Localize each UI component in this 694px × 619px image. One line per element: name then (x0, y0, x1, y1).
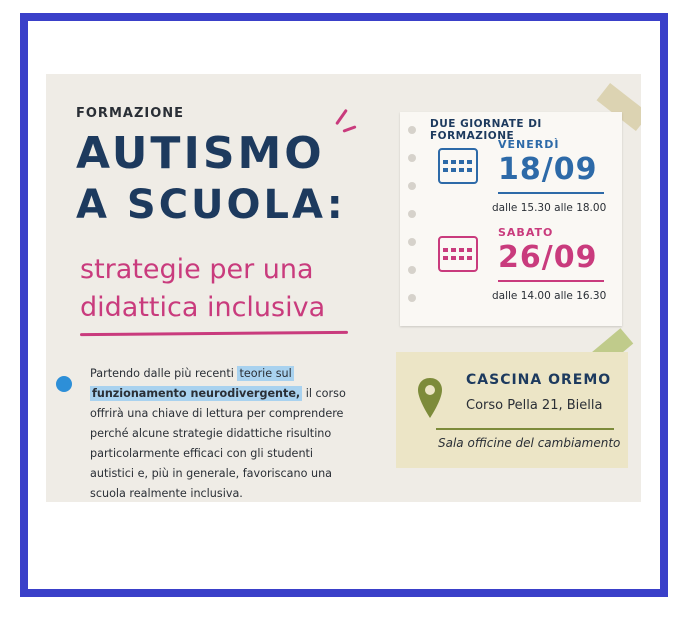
description-rest: il corso offrirà una chiave di lettura per comprendere perché alcune strategie didattiche risultino particolarmente efficaci con gli studenti autistici e, più in generale, favoriscano una scuola realmente inclusiva. (90, 387, 346, 500)
schedule-heading: DUE GIORNATE DI FORMAZIONE (430, 118, 542, 142)
poster-kicker: FORMAZIONE (76, 106, 185, 121)
schedule-card (400, 112, 622, 326)
notebook-hole (408, 266, 416, 274)
poster-subtitle-line2: didattica inclusiva (80, 292, 326, 323)
description-highlight-1: teorie sul (239, 367, 292, 380)
notebook-hole (408, 154, 416, 162)
notebook-hole (408, 210, 416, 218)
calendar-icon (438, 236, 478, 272)
poster-title-line2: A SCUOLA: (76, 182, 346, 228)
schedule-day-1: VENERDÌ (498, 138, 560, 151)
location-name: CASCINA OREMO (466, 372, 612, 388)
location-room: Sala officine del cambiamento (438, 436, 621, 450)
spark-icon (342, 125, 356, 133)
notebook-hole (408, 238, 416, 246)
description-intro: Partendo dalle più recenti (90, 367, 234, 380)
description-highlight-2: funzionamento neurodivergente, (92, 387, 301, 400)
poster-description (90, 364, 360, 502)
schedule-time-2: dalle 14.00 alle 16.30 (492, 290, 607, 302)
schedule-time-1: dalle 15.30 alle 18.00 (492, 202, 607, 214)
bullet-dot-icon (56, 376, 72, 392)
date-underline-2 (498, 280, 604, 282)
schedule-date-1: 18/09 (498, 152, 598, 187)
notebook-hole (408, 294, 416, 302)
location-divider (436, 428, 614, 430)
location-address: Corso Pella 21, Biella (466, 398, 603, 413)
notebook-hole (408, 182, 416, 190)
subtitle-underline (80, 331, 348, 336)
date-underline-1 (498, 192, 604, 194)
location-card (396, 352, 628, 468)
spark-icon (335, 109, 348, 125)
schedule-date-2: 26/09 (498, 240, 598, 275)
schedule-day-2: SABATO (498, 226, 554, 239)
map-pin-icon (416, 376, 444, 420)
notebook-hole (408, 126, 416, 134)
calendar-icon (438, 148, 478, 184)
poster-title-line1: AUTISMO (76, 128, 325, 179)
poster (46, 74, 641, 502)
poster-subtitle-line1: strategie per una (80, 254, 314, 285)
